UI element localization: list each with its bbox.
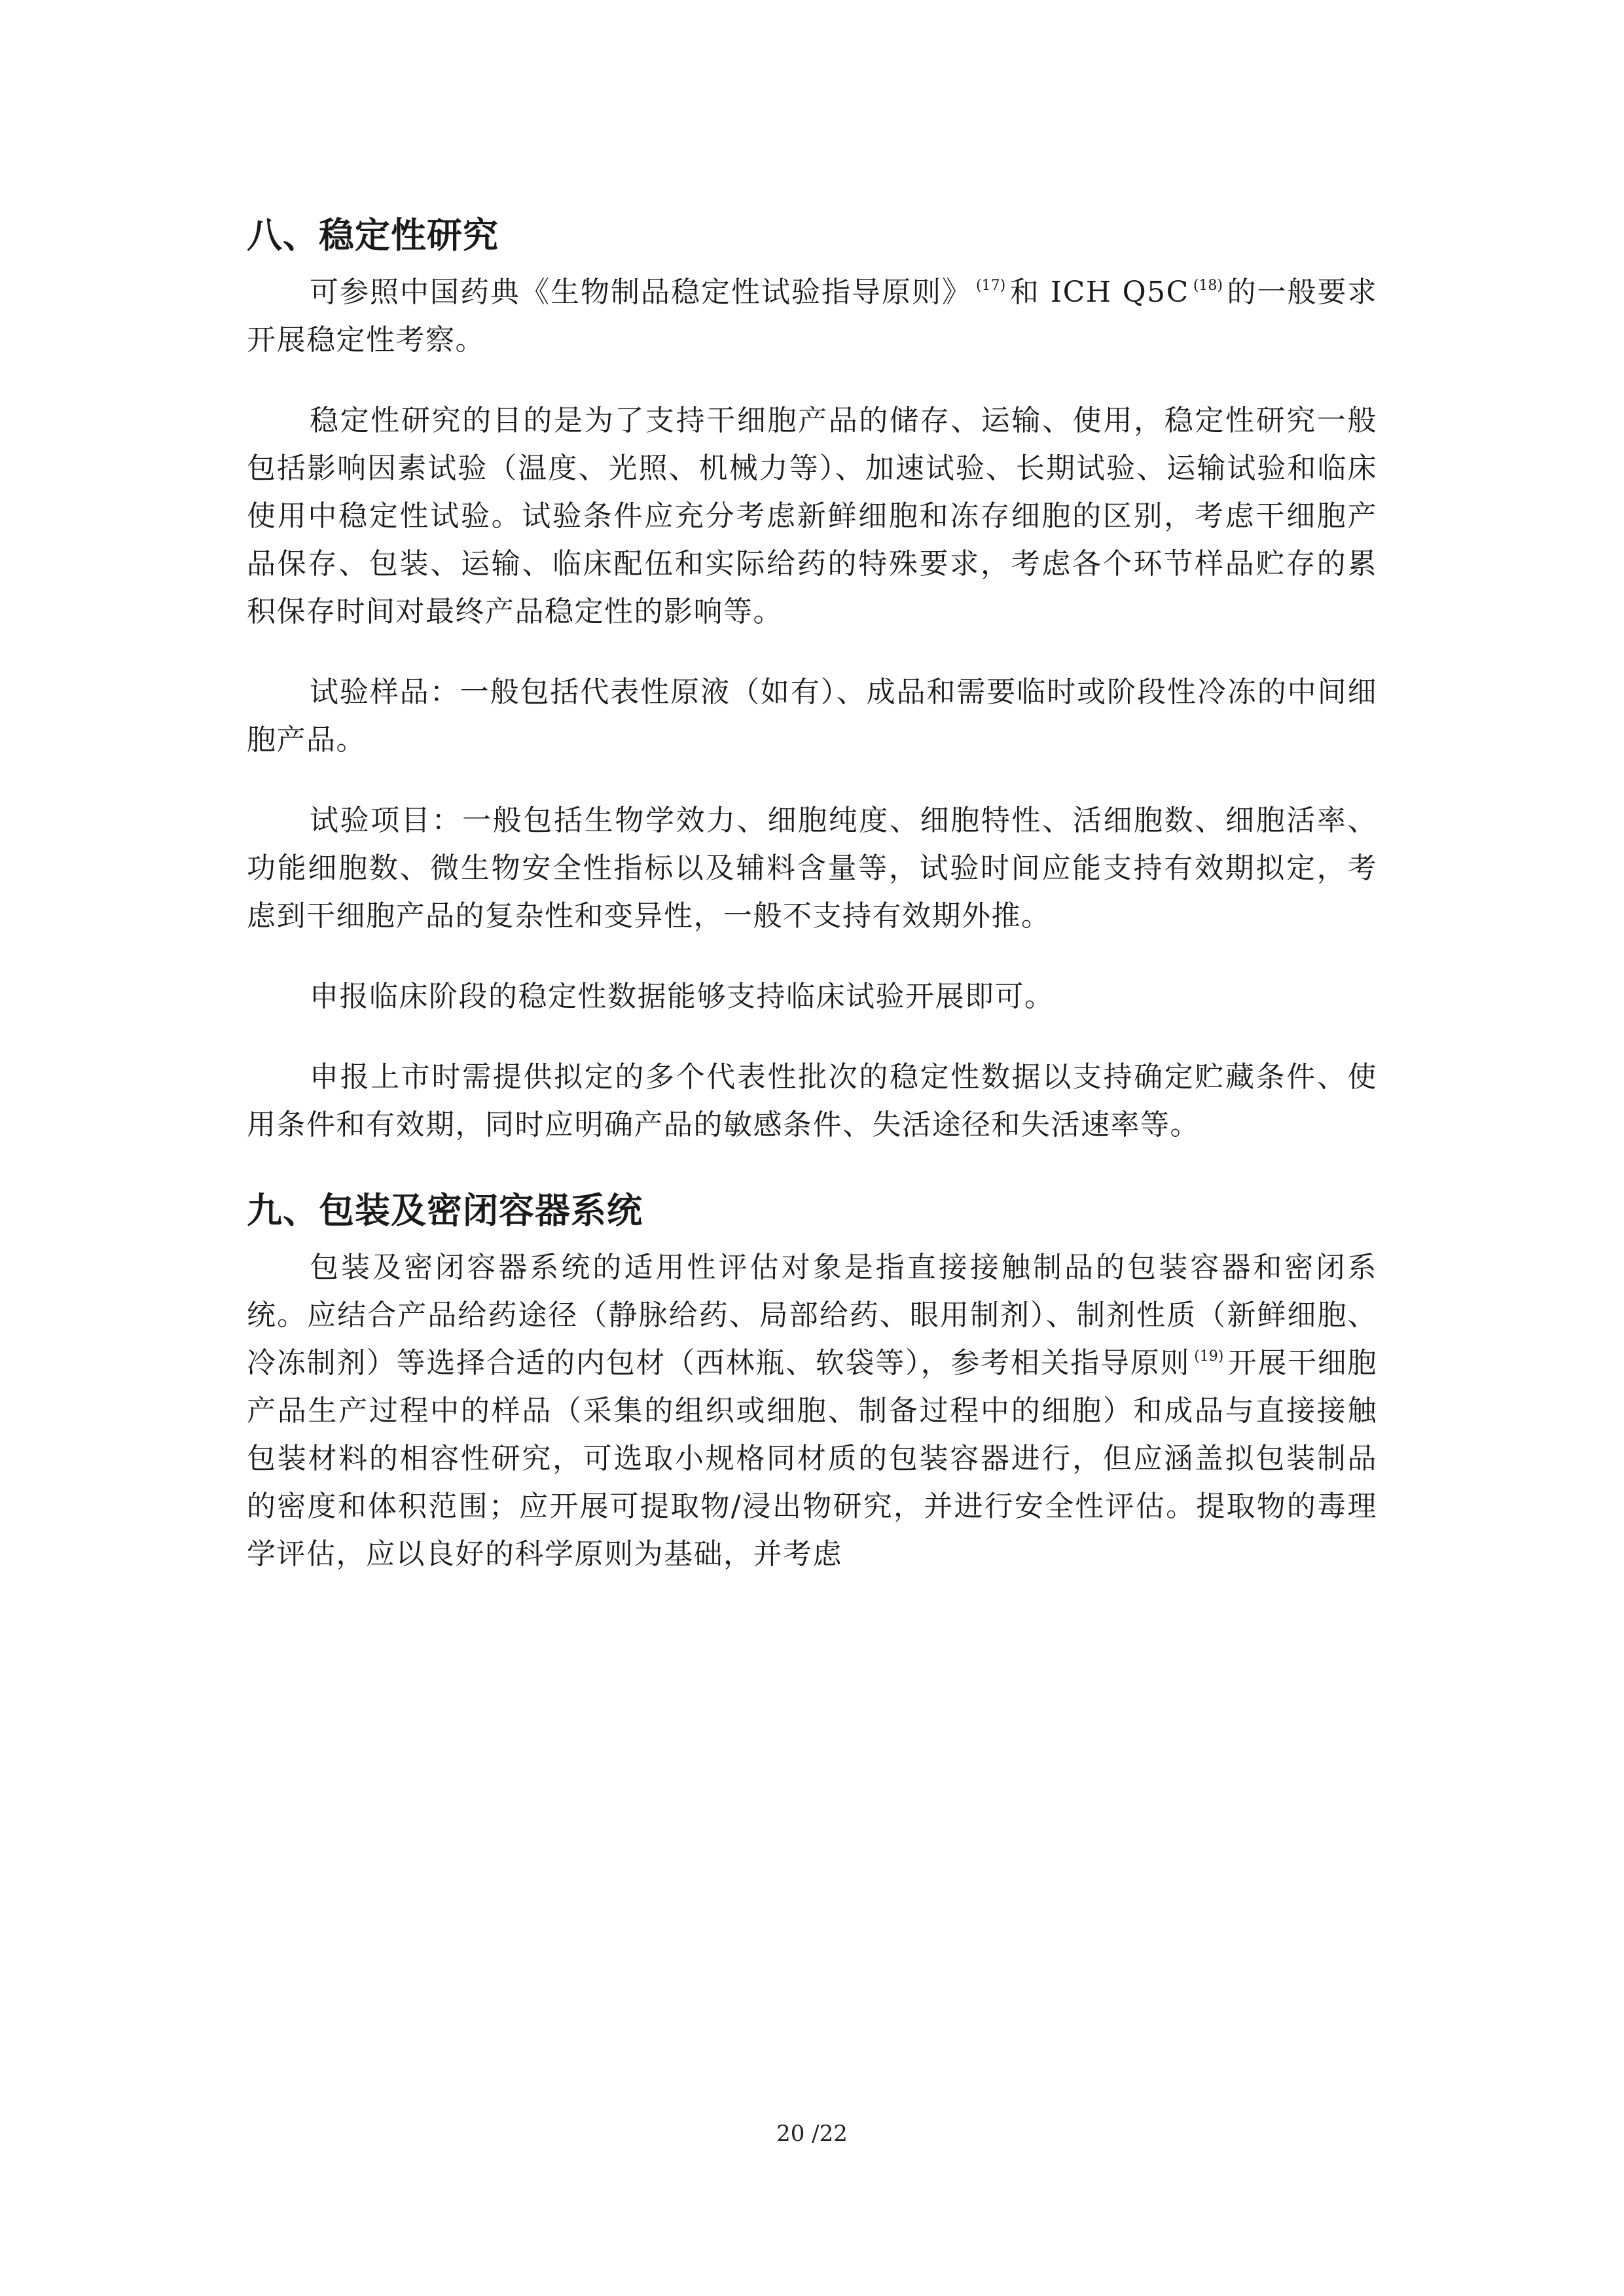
paragraph-packaging: 包装及密闭容器系统的适用性评估对象是指直接接触制品的包装容器和密闭系统。应结合产品给药途径（静脉给药、局部给药、眼用制剂）、制剂性质（新鲜细胞、冷冻制剂）等选择合适的内包材（西林瓶、软袋等），参考相关指导原则 $^{(19)}$ 开展干细胞产品生产过程中的样品（采集的组织或细胞、制备过程中的细胞）和成品与直接接触包装材料的相容性研究，可选取小规格同材质的包装容器进行，但应涵盖拟包装制品的密度和体积范围；应开展可提取物/浸出物研究，并进行安全性评估。提取物的毒理学评估，应以良好的科学原则为基础，并考虑 [247, 1251, 1378, 1571]
paragraph-test-samples: 试验样品：一般包括代表性原液（如有）、成品和需要临时或阶段性冷冻的中间细胞产品。 [247, 675, 1377, 757]
page-number: 20 /22 [776, 2121, 848, 2147]
citation-17: (17) [976, 278, 1006, 294]
section-divider-space [247, 1149, 1377, 1185]
section-heading-packaging: 九、包装及密闭容器系统 [247, 1190, 643, 1231]
section-heading-stability: 八、稳定性研究 [247, 215, 499, 256]
paragraph-stability-reference: 可参照中国药典《生物制品稳定性试验指导原则》 $^{(17)}$ 和 ICH Q5C $^{(18)}$ 的一般要求开展稳定性考察。 [247, 276, 1378, 357]
paragraph-clinical-stage: 申报临床阶段的稳定性数据能够支持临床试验开展即可。 [310, 980, 1055, 1013]
citation-19: (19) [1194, 1348, 1224, 1365]
paragraph-marketing-stage: 申报上市时需提供拟定的多个代表性批次的稳定性数据以支持确定贮藏条件、使用条件和有效期，同时应明确产品的敏感条件、失活途径和失活速率等。 [247, 1060, 1377, 1141]
page-content [247, 209, 1377, 1578]
paragraph-stability-purpose: 稳定性研究的目的是为了支持干细胞产品的储存、运输、使用，稳定性研究一般包括影响因素试验（温度、光照、机械力等）、加速试验、长期试验、运输试验和临床使用中稳定性试验。试验条件应充分考虑新鲜细胞和冻存细胞的区别，考虑干细胞产品保存、包装、运输、临床配伍和实际给药的特殊要求，考虑各个环节样品贮存的累积保存时间对最终产品稳定性的影响等。 [247, 404, 1377, 628]
paragraph-test-items: 试验项目：一般包括生物学效力、细胞纯度、细胞特性、活细胞数、细胞活率、功能细胞数、微生物安全性指标以及辅料含量等，试验时间应能支持有效期拟定，考虑到干细胞产品的复杂性和变异性，一般不支持有效期外推。 [247, 804, 1377, 933]
citation-18: (18) [1193, 278, 1223, 294]
